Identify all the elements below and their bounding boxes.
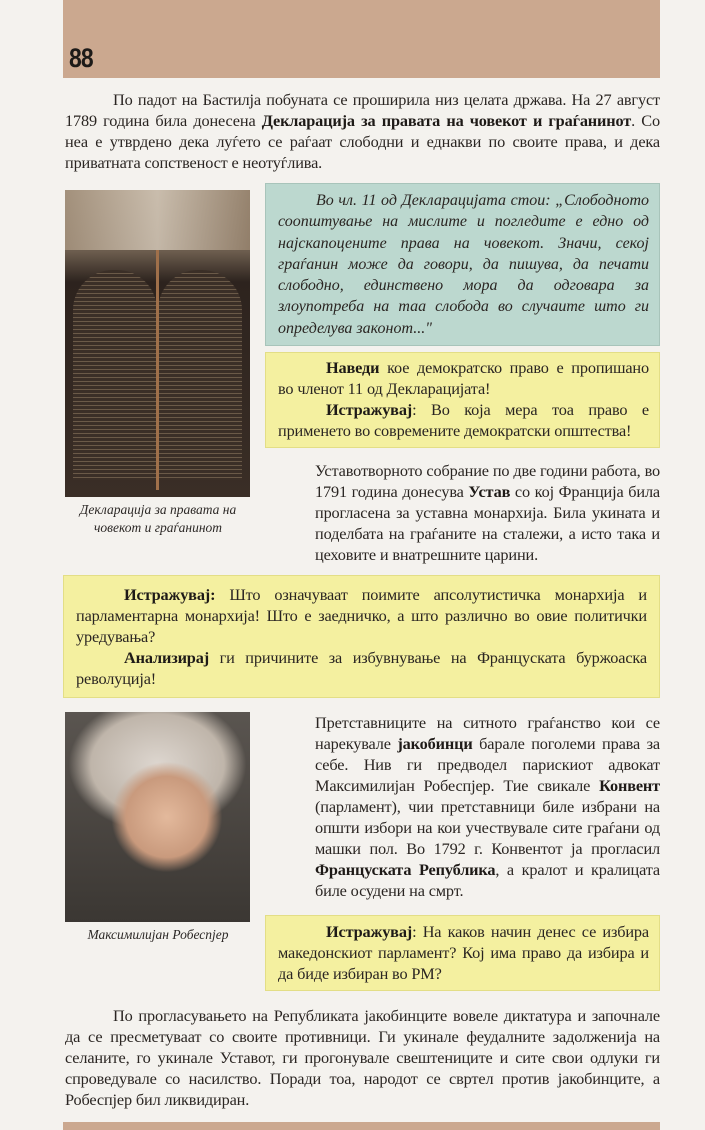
quote-box [265, 183, 660, 346]
task-text: ги причините за избувнување на Француската буржоаска револуција! [76, 648, 647, 689]
final-text: По прогласувањето на Републиката јакобинците вовеле диктатура и започнале да се пресметуваат со своите противници. Ги укинале феудалните задолженија на селаните, го укинале Уставот, ги прогонувале свештениците и сите свои одлуки ги спроведувале со насилство. Поради тоа, народот се свртел против јакобинците, а Робеспјер бил ликвидиран. [65, 1006, 660, 1110]
declaration-caption: Декларација за правата на човекот и граѓанинот [79, 502, 237, 535]
jacobins-section [63, 712, 660, 991]
jacobins-seg: (парламент), чии претставници биле избрани на општи избори на кои учествувале сите граѓани од машки пол. Во 1792 г. Конвентот ја прогласил [315, 797, 660, 859]
jacobins-seg-bold: јакобинци [397, 734, 473, 754]
task-box-3 [265, 915, 660, 991]
task-label: Анализирај [124, 648, 209, 668]
intro-seg: По падот на Бастилја побуната се проширила низ целата држава. На 27 август 1789 година била донесена [65, 90, 660, 130]
jacobins-seg: , а кралот и кралицата биле осудени на смрт. [315, 860, 660, 901]
jacobins-seg: барале поголеми права за себе. Нив ги предводел парискиот адвокат Максимилијан Робеспјер. Тие свикале [315, 734, 660, 796]
task-box-1 [265, 352, 660, 448]
jacobins-paragraph [315, 712, 660, 901]
task-text: кое демократско право е пропишано во членот 11 од Декларацијата! [278, 358, 649, 399]
task-text: Што означуваат поимите апсолутистичка монархија и парламентарна монархија! Што е заедничко, а што различно во овие политички уредувања? [76, 585, 647, 647]
constitution-seg-bold: Устав [468, 482, 511, 502]
page-number: 88 [69, 43, 93, 73]
jacobins-seg: Претставниците на ситното граѓанство кои се нарекувале [315, 713, 660, 754]
intro-paragraph [65, 89, 660, 173]
jacobins-seg-bold: Француската Република [315, 860, 496, 880]
task-label: Истражувај: [124, 585, 216, 605]
quote-text: Во чл. 11 од Декларацијата стои: „Слободното соопштување на мислите и погледите е едно од најскапоцените права на човекот. Значи, секој граѓанин може да говори, да пишува, да печати слободно, единствено мора да одговара за злоупотреба на таа слобода во случаите што ги определува законот..." [278, 192, 649, 337]
declaration-section [63, 183, 660, 565]
final-paragraph [65, 1005, 660, 1110]
constitution-paragraph [315, 460, 660, 565]
task-label: Наведи [326, 358, 380, 378]
task-text: : Во која мера тоа право е применето во современите демократски општества! [278, 400, 649, 441]
constitution-seg: Уставотворното собрание по две години работа, во 1791 година донесува [315, 461, 660, 502]
page-header-band [63, 0, 660, 78]
constitution-seg: со кој Франција била прогласена за уставна монархија. Била укината и поделбата на граѓаните на сталежи, а исто така и цеховите и внатрешните царини. [315, 482, 660, 565]
declaration-image [65, 190, 250, 497]
page-footer-band [63, 1122, 660, 1130]
robespierre-caption: Максимилијан Робеспјер [87, 927, 229, 943]
task-box-2 [63, 575, 660, 698]
task-text: : На каков начин денес се избира македонскиот парламент? Кој има право да избира и да биде избиран во РМ? [278, 922, 649, 984]
jacobins-seg-bold: Конвент [599, 776, 660, 796]
task-label: Истражувај [326, 400, 413, 420]
intro-seg: . Со неа е утврдено дека луѓето се раѓаат слободни и еднакви по своите права, и дека приватната сопственост е неотуѓлива. [65, 111, 660, 172]
task-label: Истражувај [326, 922, 413, 942]
robespierre-portrait [65, 712, 250, 922]
intro-seg-bold: Декларација за правата на човекот и граѓанинот [261, 111, 632, 130]
